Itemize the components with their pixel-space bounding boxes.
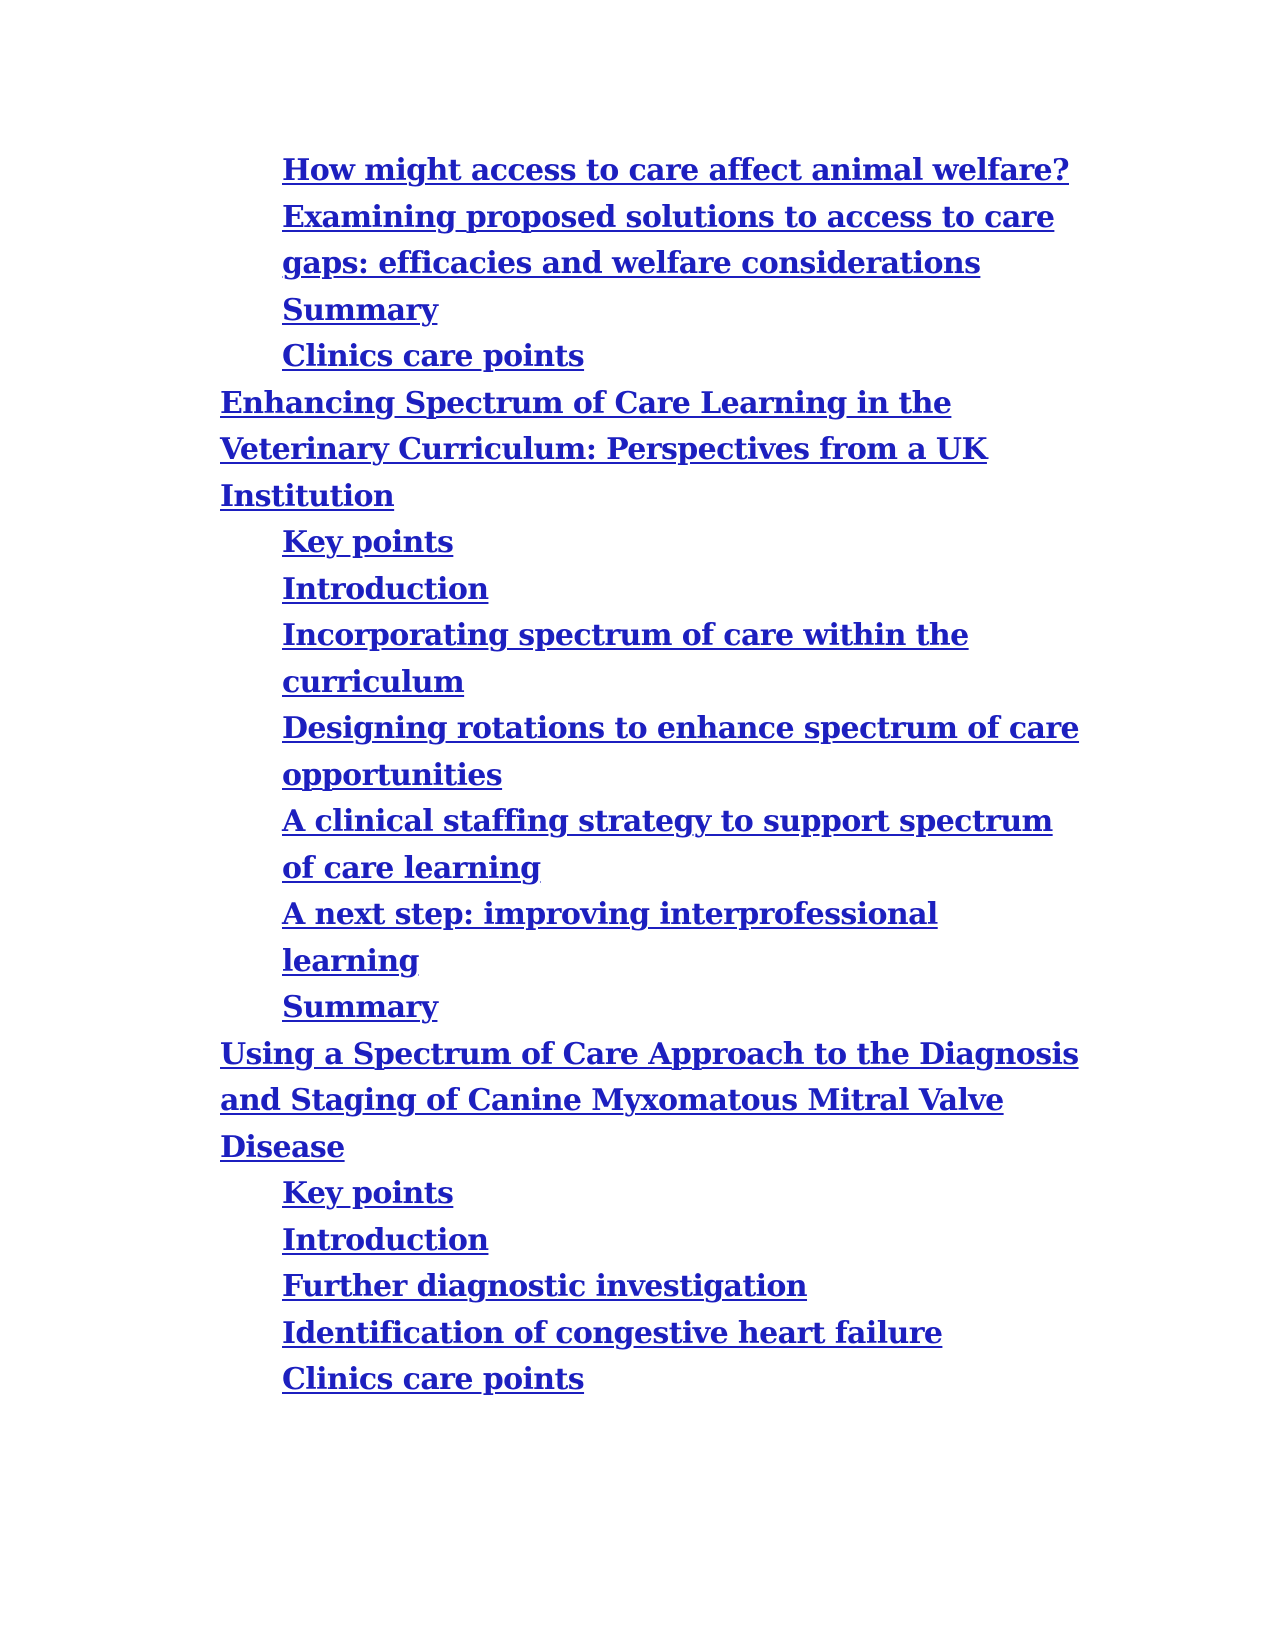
toc-link-congestive-heart-failure[interactable]: Identification of congestive heart failure: [282, 1315, 943, 1351]
toc-link-access-to-care-welfare[interactable]: How might access to care affect animal welfare?: [282, 153, 1069, 188]
toc-link-clinics-care-points[interactable]: Clinics care points: [282, 1362, 585, 1397]
toc-link-introduction[interactable]: Introduction: [282, 571, 489, 607]
toc-link-summary[interactable]: Summary: [282, 292, 438, 328]
toc-link-key-points[interactable]: Key points: [282, 1176, 454, 1211]
toc-link-chapter-enhancing-spectrum-of-care[interactable]: Enhancing Spectrum of Care Learning in the Veterinary Curriculum: Perspectives from a UK Institution: [220, 385, 987, 514]
toc-link-clinics-care-points[interactable]: Clinics care points: [282, 339, 585, 374]
toc-link-key-points[interactable]: Key points: [282, 525, 454, 560]
toc-link-further-diagnostic-investigation[interactable]: Further diagnostic investigation: [282, 1269, 808, 1304]
toc-link-designing-rotations[interactable]: Designing rotations to enhance spectrum of care opportunities: [282, 711, 1080, 793]
toc-link-summary[interactable]: Summary: [282, 990, 438, 1025]
toc-link-proposed-solutions[interactable]: Examining proposed solutions to access to care gaps: efficacies and welfare considerations: [282, 199, 1055, 281]
table-of-contents: [220, 148, 1080, 1404]
toc-link-interprofessional-learning[interactable]: A next step: improving interprofessional learning: [282, 897, 938, 979]
toc-link-incorporating-curriculum[interactable]: Incorporating spectrum of care within the curriculum: [282, 618, 969, 700]
toc-link-introduction[interactable]: Introduction: [282, 1222, 489, 1258]
toc-link-chapter-mitral-valve-disease[interactable]: Using a Spectrum of Care Approach to the Diagnosis and Staging of Canine Myxomatous Mitral Valve Disease: [220, 1036, 1079, 1165]
toc-link-clinical-staffing-strategy[interactable]: A clinical staffing strategy to support spectrum of care learning: [282, 804, 1053, 886]
